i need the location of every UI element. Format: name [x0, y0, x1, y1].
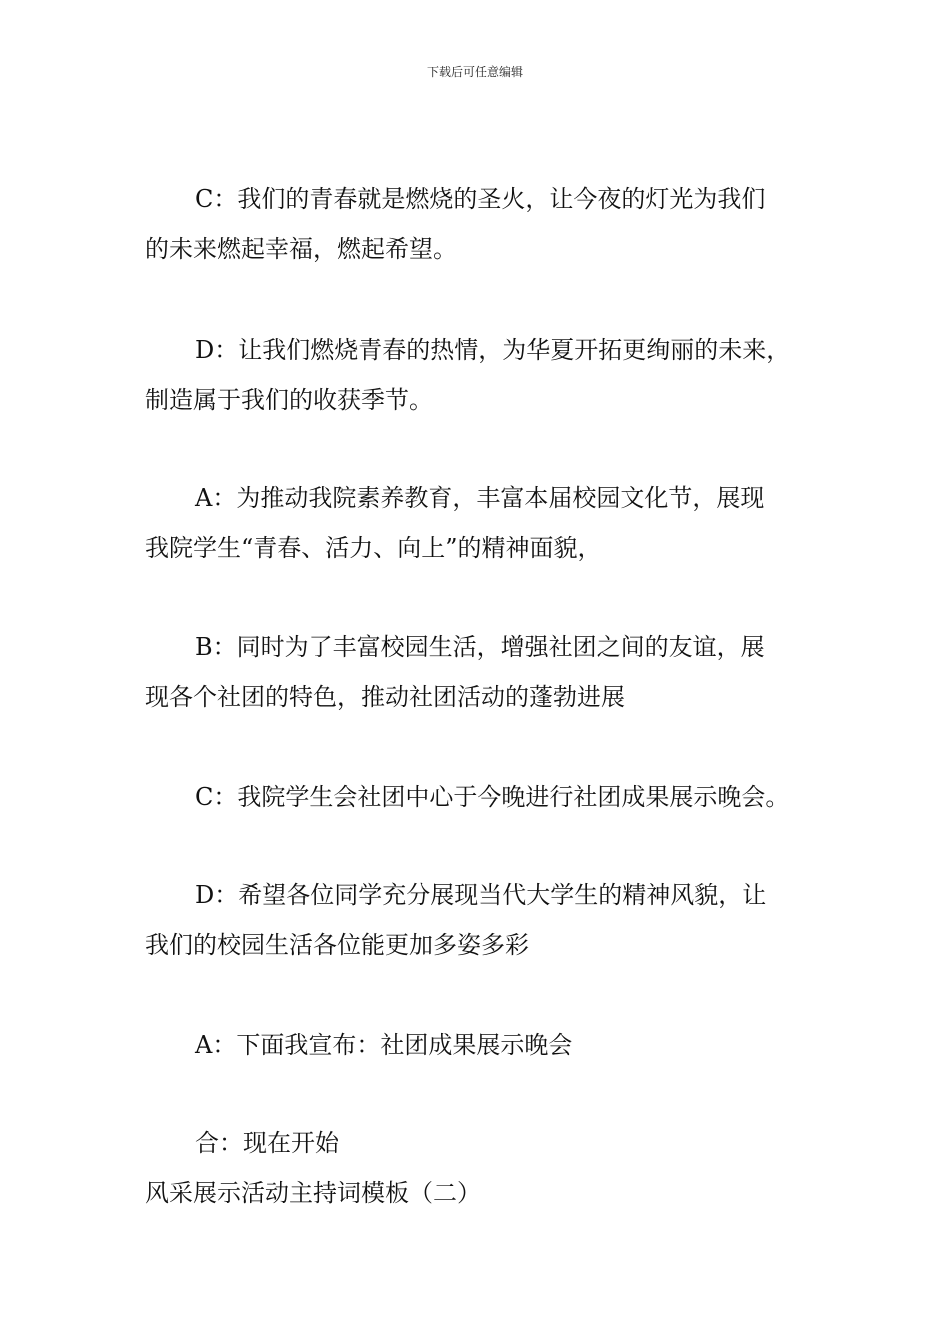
paragraph-c-2: [145, 772, 825, 822]
paragraph-line: D：让我们燃烧青春的热情，为华夏开拓更绚丽的未来，: [195, 336, 791, 364]
paragraph-d-2: [145, 870, 825, 970]
paragraph-line: C：我院学生会社团中心于今晚进行社团成果展示晚会。: [195, 783, 790, 811]
paragraph-line: C：我们的青春就是燃烧的圣火，让今夜的灯光为我们: [195, 185, 766, 213]
section-title: 风采展示活动主持词模板（二）: [145, 1179, 481, 1207]
paragraph-line: A：为推动我院素养教育，丰富本届校园文化节，展现: [195, 484, 765, 512]
paragraph-d-1: [145, 325, 825, 425]
paragraph-together: [145, 1118, 825, 1168]
paragraph-line: 的未来燃起幸福，燃起希望。: [145, 235, 457, 263]
paragraph-line: 合：现在开始: [195, 1129, 339, 1157]
paragraph-b-1: [145, 622, 825, 722]
paragraph-line: 现各个社团的特色，推动社团活动的蓬勃进展: [145, 683, 625, 711]
paragraph-a-2: [145, 1020, 825, 1070]
paragraph-c-1: [145, 174, 825, 274]
paragraph-line: B：同时为了丰富校园生活，增强社团之间的友谊，展: [195, 633, 765, 661]
paragraph-line: A：下面我宣布：社团成果展示晚会: [195, 1031, 573, 1059]
paragraph-line: 我们的校园生活各位能更加多姿多彩: [145, 931, 529, 959]
paragraph-line: 制造属于我们的收获季节。: [145, 386, 433, 414]
paragraph-a-1: [145, 473, 825, 573]
paragraph-line: 我院学生“青春、活力、向上”的精神面貌，: [145, 534, 602, 562]
paragraph-line: D：希望各位同学充分展现当代大学生的精神风貌，让: [195, 881, 767, 909]
page-header: 下载后可任意编辑: [426, 65, 523, 79]
